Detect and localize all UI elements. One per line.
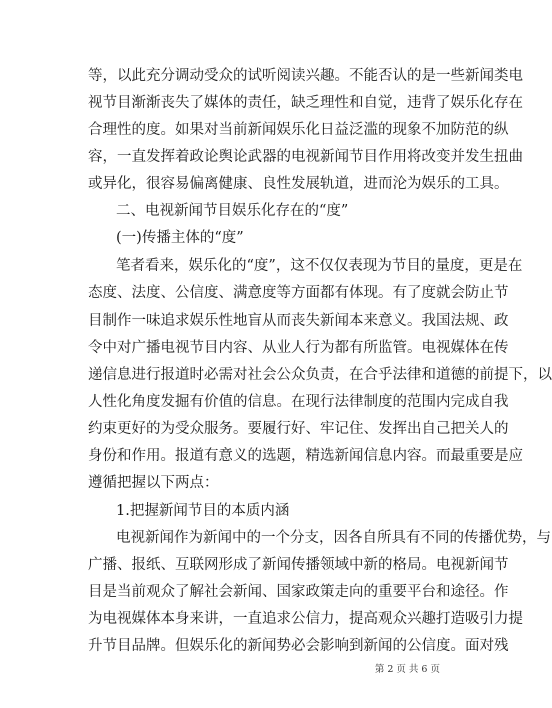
body-text-line: 合理性的度。如果对当前新闻娱乐化日益泛滥的现象不加防范的纵 xyxy=(88,122,509,138)
body-text-line: 或异化，很容易偏离健康、良性发展轨道，进而沦为娱乐的工具。 xyxy=(88,176,509,192)
body-text-line: 令中对广播电视节目内容、从业人行为都有所监管。电视媒体在传 xyxy=(88,340,509,356)
body-text-line: 身份和作用。报道有意义的选题，精选新闻信息内容。而最重要是应 xyxy=(88,448,523,464)
body-text-line: 约束更好的为受众服务。要履行好、牢记住、发挥出自己把关人的 xyxy=(88,421,509,437)
page-number-footer: 第 2 页 共 6 页 xyxy=(374,664,440,675)
body-text-line: 为电视媒体本身来讲，一直追求公信力，提高观众兴趣打造吸引力提 xyxy=(88,611,523,627)
body-text-line: 笔者看来，娱乐化的“度”，这不仅仅表现为节目的量度，更是在 xyxy=(116,258,523,274)
body-text-line: 递信息进行报道时必需对社会公众负责，在合乎法律和道德的前提下，以 xyxy=(88,367,552,383)
body-text-line: 人性化角度发掘有价值的信息。在现行法律制度的范围内完成自我 xyxy=(88,394,509,410)
numbered-heading: 1.把握新闻节目的本质内涵 xyxy=(116,503,290,519)
body-text-line: 等，以此充分调动受众的试听阅读兴趣。不能否认的是一些新闻类电 xyxy=(88,68,523,84)
body-text-line: 视节目渐渐丧失了媒体的责任，缺乏理性和自觉，违背了娱乐化存在 xyxy=(88,95,523,111)
body-text-line: 目是当前观众了解社会新闻、国家政策走向的重要平台和途径。作 xyxy=(88,584,509,600)
body-text-line: 升节目品牌。但娱乐化的新闻势必会影响到新闻的公信度。面对残 xyxy=(88,638,509,654)
body-text-line: 目制作一味追求娱乐性地盲从而丧失新闻本来意义。我国法规、政 xyxy=(88,313,509,329)
section-heading: 二、电视新闻节目娱乐化存在的“度” xyxy=(116,203,349,219)
body-text-line: 态度、法度、公信度、满意度等方面都有体现。有了度就会防止节 xyxy=(88,285,509,301)
body-text-line: 容，一直发挥着政论舆论武器的电视新闻节目作用将改变并发生扭曲 xyxy=(88,149,523,165)
body-text-line: 遵循把握以下两点： xyxy=(88,475,219,491)
subsection-heading: (一)传播主体的“度” xyxy=(116,230,244,246)
body-text-line: 广播、报纸、互联网形成了新闻传播领域中新的格局。电视新闻节 xyxy=(88,557,509,573)
body-text-line: 电视新闻作为新闻中的一个分支，因各自所具有不同的传播优势，与 xyxy=(116,530,551,546)
